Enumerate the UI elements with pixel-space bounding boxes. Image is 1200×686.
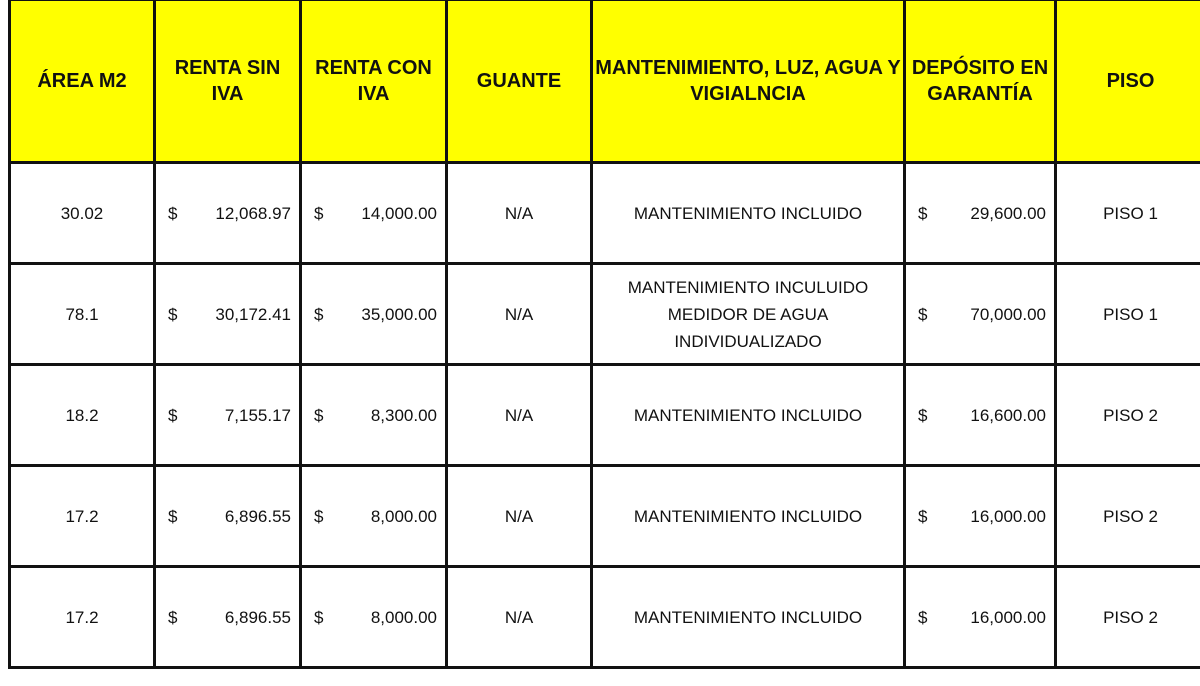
header-renta-con-iva [301,0,447,163]
cell-renta-sin-iva [155,163,301,264]
header-piso [1056,0,1200,163]
currency-symbol: $ [314,506,324,526]
cell-piso: PISO 1 [1056,163,1200,264]
currency-symbol: $ [918,304,928,324]
cell-piso: PISO 2 [1056,365,1200,466]
table-row [10,163,1200,264]
header-line: RENTA SIN [174,57,281,79]
table-row [10,264,1200,365]
cell-mantenimiento [592,567,905,668]
mantenimiento-line: MANTENIMIENTO INCLUIDO [633,203,863,223]
currency-symbol: $ [168,304,178,324]
currency-symbol: $ [918,506,928,526]
header-line: PISO [1106,70,1155,92]
mantenimiento-line: MANTENIMIENTO INCLUIDO [633,405,863,425]
amount: 8,300.00 [370,405,437,425]
cell-renta-con-iva [301,264,447,365]
cell-guante: N/A [447,365,592,466]
cell-mantenimiento [592,163,905,264]
amount: 8,000.00 [370,506,437,526]
amount: 70,000.00 [970,304,1046,324]
table-header [10,0,1200,163]
amount: 12,068.97 [215,203,291,223]
cell-guante: N/A [447,567,592,668]
currency-symbol: $ [918,405,928,425]
header-line: IVA [357,83,390,105]
mantenimiento-line: MANTENIMIENTO INCLUIDO [633,607,863,627]
cell-deposito [905,163,1056,264]
mantenimiento-line: INDIVIDUALIZADO [674,331,822,351]
cell-piso: PISO 2 [1056,567,1200,668]
currency-symbol: $ [168,203,178,223]
cell-guante: N/A [447,264,592,365]
currency-symbol: $ [314,304,324,324]
cell-renta-con-iva [301,466,447,567]
amount: 30,172.41 [215,304,291,324]
header-deposito [905,0,1056,163]
cell-area: 17.2 [10,466,155,567]
cell-area: 18.2 [10,365,155,466]
header-renta-sin-iva [155,0,301,163]
mantenimiento-line: MEDIDOR DE AGUA [667,304,829,324]
currency-symbol: $ [918,203,928,223]
amount: 6,896.55 [224,607,291,627]
currency-symbol: $ [314,607,324,627]
cell-renta-con-iva [301,365,447,466]
header-line: MANTENIMIENTO, LUZ, AGUA Y [595,57,901,79]
cell-mantenimiento [592,264,905,365]
cell-renta-sin-iva [155,567,301,668]
currency-symbol: $ [314,405,324,425]
cell-deposito [905,365,1056,466]
header-line: DEPÓSITO EN [911,57,1049,79]
amount: 6,896.55 [224,506,291,526]
cell-mantenimiento [592,365,905,466]
cell-renta-con-iva [301,567,447,668]
header-line: RENTA CON [315,57,432,79]
mantenimiento-line: MANTENIMIENTO INCULUIDO [627,277,869,297]
header-area-m2 [10,0,155,163]
rental-table [8,0,1200,669]
table-body [10,163,1200,668]
cell-renta-sin-iva [155,365,301,466]
cell-guante: N/A [447,163,592,264]
cell-area: 30.02 [10,163,155,264]
amount: 16,600.00 [970,405,1046,425]
mantenimiento-line: MANTENIMIENTO INCLUIDO [633,506,863,526]
header-line: GARANTÍA [927,83,1033,105]
cell-renta-sin-iva [155,264,301,365]
cell-renta-sin-iva [155,466,301,567]
header-line: VIGIALNCIA [690,83,806,105]
table-row [10,365,1200,466]
cell-renta-con-iva [301,163,447,264]
table-row [10,466,1200,567]
cell-mantenimiento [592,466,905,567]
amount: 16,000.00 [970,506,1046,526]
cell-deposito [905,567,1056,668]
cell-deposito [905,466,1056,567]
header-mantenimiento [592,0,905,163]
amount: 14,000.00 [361,203,437,223]
amount: 29,600.00 [970,203,1046,223]
header-row [10,0,1200,163]
cell-guante: N/A [447,466,592,567]
amount: 35,000.00 [361,304,437,324]
header-line: GUANTE [476,70,562,92]
amount: 7,155.17 [224,405,291,425]
currency-symbol: $ [168,506,178,526]
cell-piso: PISO 2 [1056,466,1200,567]
cell-area: 78.1 [10,264,155,365]
table-row [10,567,1200,668]
header-line: ÁREA M2 [37,70,127,92]
header-guante [447,0,592,163]
cell-area: 17.2 [10,567,155,668]
amount: 8,000.00 [370,607,437,627]
currency-symbol: $ [918,607,928,627]
cell-deposito [905,264,1056,365]
currency-symbol: $ [314,203,324,223]
header-line: IVA [211,83,244,105]
currency-symbol: $ [168,607,178,627]
amount: 16,000.00 [970,607,1046,627]
currency-symbol: $ [168,405,178,425]
cell-piso: PISO 1 [1056,264,1200,365]
